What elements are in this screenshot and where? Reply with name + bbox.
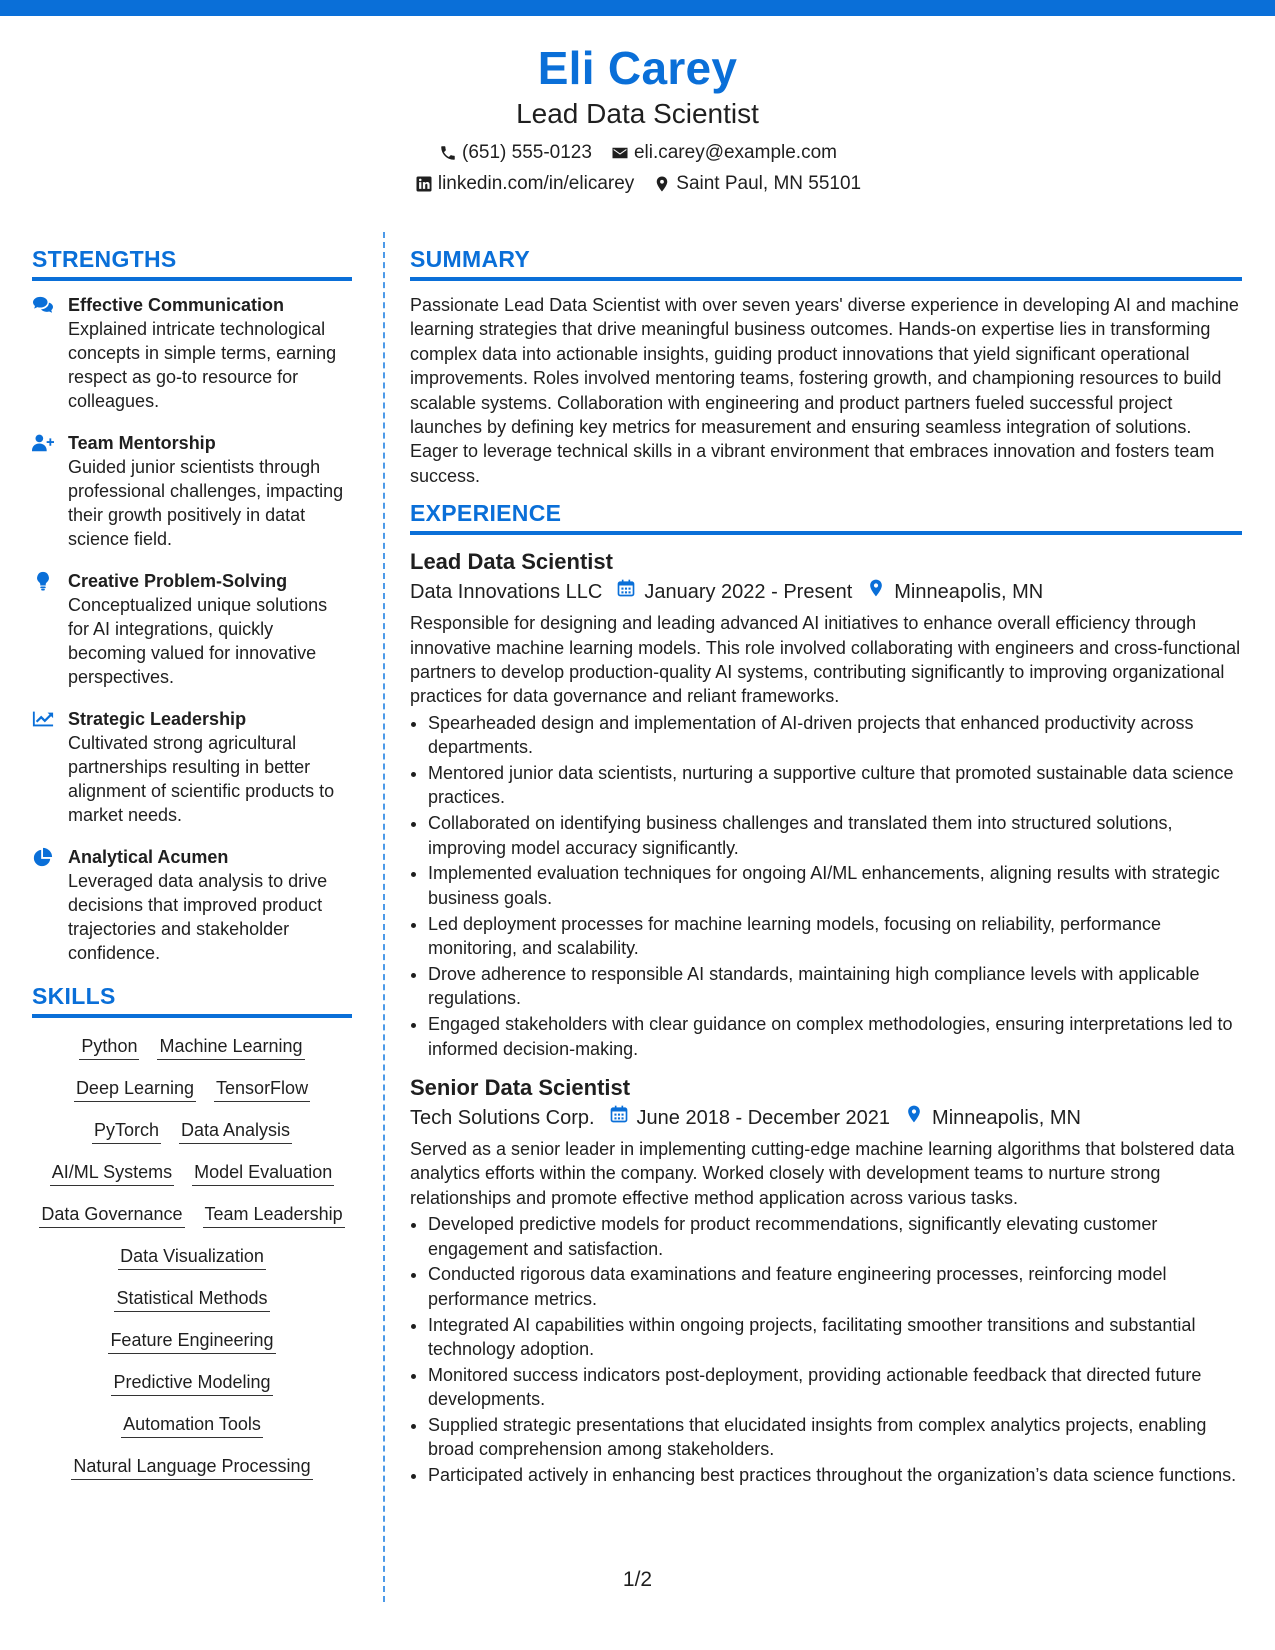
linkedin-text: linkedin.com/in/elicarey (437, 173, 635, 194)
skill-tag: Automation Tools (121, 1412, 263, 1438)
pie-chart-icon (32, 845, 58, 965)
phone-icon (438, 143, 458, 163)
contact-email (610, 140, 837, 166)
experience-heading: EXPERIENCE (410, 500, 1242, 535)
strength-title: Creative Problem-Solving (68, 571, 288, 591)
calendar-icon (609, 1103, 629, 1133)
strength-item (32, 293, 352, 413)
strengths-heading: STRENGTHS (32, 246, 352, 281)
job-entry (410, 547, 1242, 1061)
bullet-item: • Implemented evaluation techniques for ongoing AI/ML enhancements, aligning results with strategic business goals. (428, 861, 1242, 910)
bullet-item: • Conducted rigorous data examinations and feature engineering processes, reinforcing model performance metrics. (428, 1262, 1242, 1311)
strength-item (32, 569, 352, 689)
skills-heading: SKILLS (32, 983, 352, 1018)
skill-tag: Data Analysis (179, 1118, 292, 1144)
job-location-text: Minneapolis, MN (894, 581, 1044, 604)
map-pin-icon (904, 1103, 924, 1133)
strength-desc: Leveraged data analysis to drive decisions that improved product trajectories and stakeholder confidence. (68, 871, 328, 963)
job-location-text: Minneapolis, MN (932, 1106, 1081, 1129)
job-location (904, 1103, 1081, 1133)
job-bullets (410, 1212, 1242, 1487)
strength-item (32, 431, 352, 551)
job-company: Tech Solutions Corp. (410, 1106, 595, 1129)
job-location (866, 577, 1043, 607)
strength-desc: Cultivated strong agricultural partnerships resulting in better alignment of scientific products to market needs. (68, 733, 335, 825)
linkedin-icon (414, 174, 434, 194)
bullet-item: • Collaborated on identifying business challenges and translated them into structured solutions, improving model accuracy significantly. (428, 811, 1242, 860)
job-dates-text: January 2022 - Present (644, 581, 853, 604)
strength-title: Team Mentorship (68, 433, 216, 453)
job-dates (609, 1103, 891, 1133)
skill-tag: Model Evaluation (192, 1160, 334, 1186)
skill-tag: PyTorch (92, 1118, 161, 1144)
email-text: eli.carey@example.com (633, 142, 837, 163)
phone-text: (651) 555-0123 (462, 142, 592, 163)
strength-title: Effective Communication (68, 295, 285, 315)
job-dates (616, 577, 852, 607)
skill-tag: Predictive Modeling (111, 1370, 272, 1396)
bullet-item: • Monitored success indicators post-deployment, providing actionable feedback that directed future developments. (428, 1363, 1242, 1412)
strength-item (32, 845, 352, 965)
bullet-item: • Developed predictive models for product recommendations, significantly elevating customer engagement and satisfaction. (428, 1212, 1242, 1261)
left-column (32, 246, 352, 1484)
contact-row-2 (0, 171, 1275, 197)
summary-text: Passionate Lead Data Scientist with over seven years' diverse experience in developing AI and machine learning strategies that drive meaningful business outcomes. Hands-on expertise lies in transforming complex data into actionable insights, guiding product innovations that yield significant operational improvements. Roles involved mentoring teams, fostering growth, and championing resources to build scalable systems. Collaboration with engineering and product partners fueled successful project launches by defining key metrics for measurement and ensuring seamless integration of solutions. Eager to leverage technical skills in a vibrant environment that embraces innovation and fosters team success. (410, 295, 1239, 486)
user-plus-icon (32, 431, 58, 551)
calendar-icon (616, 577, 636, 607)
bullet-item: • Engaged stakeholders with clear guidance on complex methodologies, ensuring interpretations led to informed decision-making. (428, 1012, 1242, 1061)
candidate-name: Eli Carey (537, 42, 738, 94)
job-dates-text: June 2018 - December 2021 (636, 1106, 891, 1129)
bullet-item: • Supplied strategic presentations that elucidated insights from complex analytics projects, enabling broad comprehension among stakeholders. (428, 1413, 1242, 1462)
skill-tag: Natural Language Processing (71, 1454, 312, 1480)
contact-row-1 (0, 140, 1275, 166)
skill-tag: Data Visualization (118, 1244, 266, 1270)
envelope-icon (610, 143, 630, 163)
lightbulb-icon (32, 569, 58, 689)
skill-tag: TensorFlow (214, 1076, 310, 1102)
job-meta (410, 1103, 1242, 1133)
bullet-item: • Drove adherence to responsible AI standards, maintaining high compliance levels with applicable regulations. (428, 962, 1242, 1011)
column-divider (383, 232, 385, 1602)
page-number: 1/2 (622, 1568, 653, 1591)
job-meta (410, 577, 1242, 607)
strength-desc: Conceptualized unique solutions for AI integrations, quickly becoming valued for innovative perspectives. (68, 595, 328, 687)
top-accent-bar (0, 0, 1275, 16)
contact-linkedin (414, 171, 634, 197)
job-description: Served as a senior leader in implementing cutting-edge machine learning algorithms that bolstered data analytics efforts within the company. Worked closely with development teams to nurture strong relationships and promote effective method application across various tasks. (410, 1138, 1235, 1208)
strength-item (32, 707, 352, 827)
bullet-item: • Spearheaded design and implementation of AI-driven projects that enhanced productivity across departments. (428, 711, 1242, 760)
bullet-item: • Mentored junior data scientists, nurturing a supportive culture that promoted sustainable data science practices. (428, 761, 1242, 810)
strength-desc: Explained intricate technological concepts in simple terms, earning respect as go-to resource for colleagues. (68, 319, 337, 411)
bullet-item: • Integrated AI capabilities within ongoing projects, facilitating smoother transitions and substantial technology adoption. (428, 1313, 1242, 1362)
job-title: Senior Data Scientist (410, 1074, 631, 1100)
skill-tag: Statistical Methods (114, 1286, 269, 1312)
map-pin-icon (652, 174, 672, 194)
skill-tag: Python (79, 1034, 139, 1060)
summary-heading: SUMMARY (410, 246, 1242, 281)
skill-tag: Team Leadership (203, 1202, 345, 1228)
skills-list (32, 1030, 352, 1484)
strength-title: Analytical Acumen (68, 847, 229, 867)
right-column (410, 246, 1242, 1500)
map-pin-icon (866, 577, 886, 607)
contact-phone (438, 140, 592, 166)
bullet-item: • Participated actively in enhancing best practices throughout the organization’s data science functions. (428, 1463, 1242, 1487)
comments-icon (32, 293, 58, 413)
chart-line-icon (32, 707, 58, 827)
job-company: Data Innovations LLC (410, 581, 603, 604)
job-title: Lead Data Scientist (410, 549, 613, 575)
skill-tag: Deep Learning (74, 1076, 196, 1102)
location-text: Saint Paul, MN 55101 (676, 173, 862, 194)
candidate-title: Lead Data Scientist (516, 98, 759, 129)
skill-tag: Machine Learning (157, 1034, 304, 1060)
bullet-item: • Led deployment processes for machine learning models, focusing on reliability, performance monitoring, and scalability. (428, 912, 1242, 961)
strength-title: Strategic Leadership (68, 709, 247, 729)
job-bullets (410, 711, 1242, 1061)
strength-desc: Guided junior scientists through professional challenges, impacting their growth positively in datat science field. (68, 457, 344, 549)
skill-tag: AI/ML Systems (50, 1160, 174, 1186)
skill-tag: Data Governance (39, 1202, 184, 1228)
contact-location (652, 171, 861, 197)
resume-header (0, 40, 1275, 197)
job-description: Responsible for designing and leading advanced AI initiatives to enhance overall efficiency through innovative machine learning models. This role involved collaborating with engineers and cross-functional partners to develop production-quality AI systems, contributing significantly to improving organizational practices for data governance and reliant frameworks. (410, 613, 1241, 707)
skill-tag: Feature Engineering (108, 1328, 275, 1354)
job-entry (410, 1073, 1242, 1488)
